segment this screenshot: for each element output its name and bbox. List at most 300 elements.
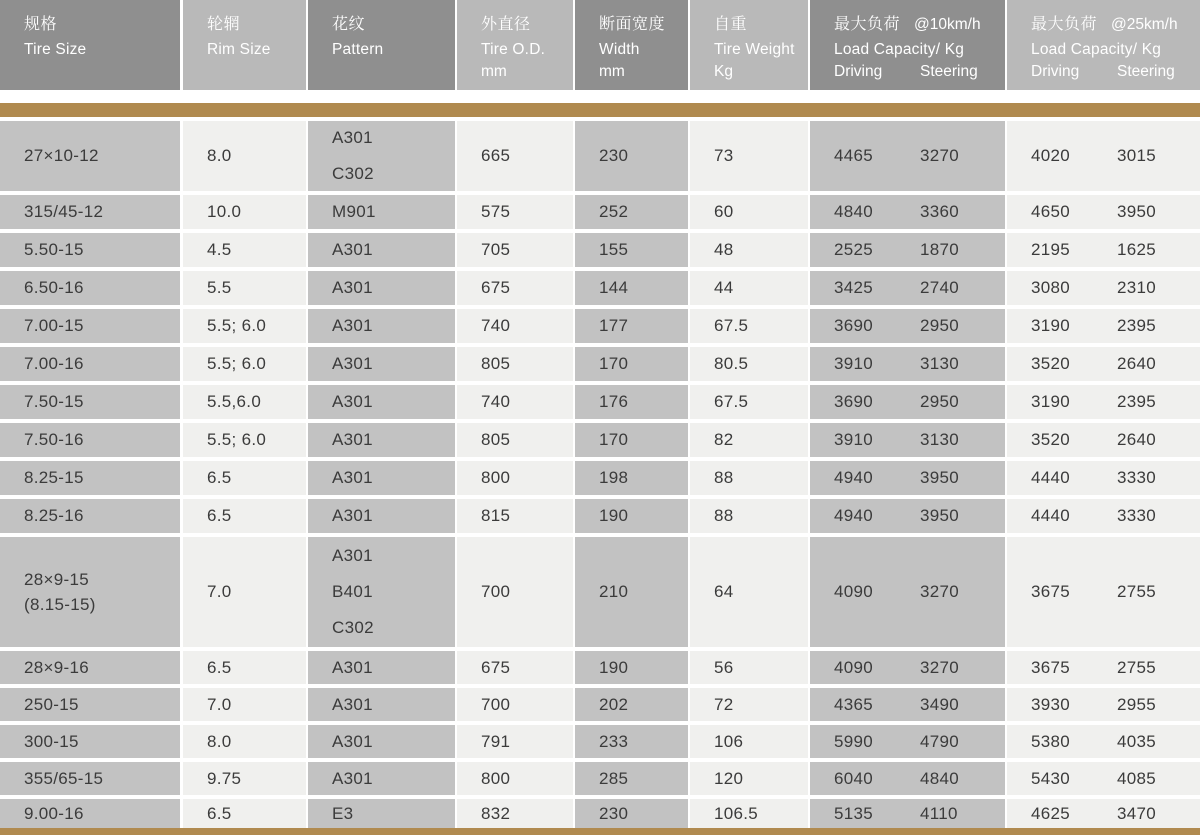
table-row <box>0 195 1200 229</box>
header-label-zh <box>481 11 573 34</box>
load-10-steering: 3270 <box>920 657 960 677</box>
width-value: 230 <box>599 146 629 165</box>
cell-width <box>575 271 688 305</box>
tire-weight-value: 80.5 <box>714 354 749 373</box>
table-row <box>0 385 1200 419</box>
rim-size-value: 5.5; 6.0 <box>207 430 267 449</box>
pattern-code: A301 <box>332 731 373 751</box>
header-zh-text: 规格 <box>24 16 58 33</box>
tire-od-value: 575 <box>481 202 511 221</box>
rim-size-value: 6.5 <box>207 506 232 525</box>
load-25-driving: 3080 <box>1031 278 1071 297</box>
load-10-steering: 3270 <box>920 582 960 601</box>
tire-od-value: 805 <box>481 430 511 449</box>
tire-od-value: 815 <box>481 506 511 525</box>
load-10-values <box>834 240 1005 260</box>
header-unit-label: mm <box>481 63 507 80</box>
table-row <box>0 762 1200 795</box>
cell-tire-od <box>457 309 573 343</box>
cell-width <box>575 121 688 191</box>
load-25-steering: 2640 <box>1117 354 1157 373</box>
cell-load-25kmh <box>1007 651 1200 684</box>
rim-size-value: 5.5 <box>207 278 232 297</box>
load-10-driving: 4365 <box>834 694 874 714</box>
cell-width <box>575 799 688 828</box>
load-10-steering: 3360 <box>920 202 960 221</box>
pattern-code: C302 <box>332 618 374 637</box>
tire-weight-value: 48 <box>714 240 734 259</box>
header-label-zh <box>24 11 180 34</box>
cell-rim-size <box>183 762 306 795</box>
tire-size-line: 8.25-16 <box>24 506 84 525</box>
cell-load-10kmh <box>810 499 1005 533</box>
tire-od-value: 740 <box>481 316 511 335</box>
tire-weight-value: 60 <box>714 202 734 221</box>
cell-pattern <box>308 461 455 495</box>
cell-load-25kmh <box>1007 309 1200 343</box>
tire-size-line: (8.15-15) <box>24 594 96 614</box>
header-label-en: Load Capacity/ Kg <box>834 41 965 58</box>
load-25-values <box>1031 354 1200 374</box>
cell-load-25kmh <box>1007 725 1200 758</box>
pattern-code: B401 <box>332 582 373 601</box>
cell-rim-size <box>183 347 306 381</box>
load-25-steering: 3330 <box>1117 506 1157 525</box>
cell-rim-size <box>183 423 306 457</box>
load-10-values <box>834 769 1005 789</box>
table-row <box>0 725 1200 758</box>
cell-tire-size <box>0 271 180 305</box>
cell-pattern <box>308 347 455 381</box>
load-10-driving: 4840 <box>834 202 874 221</box>
load-10-values <box>834 202 1005 222</box>
header-subcolumns <box>834 63 978 81</box>
tire-od-value: 700 <box>481 694 511 714</box>
load-25-driving: 3190 <box>1031 316 1071 335</box>
header-sub-driving: Driving <box>834 63 883 80</box>
load-25-values <box>1031 430 1200 450</box>
pattern-code: A301 <box>332 392 373 411</box>
table-row <box>0 651 1200 684</box>
load-25-steering: 2755 <box>1117 657 1157 677</box>
cell-width <box>575 385 688 419</box>
cell-rim-size <box>183 385 306 419</box>
load-10-driving: 4940 <box>834 468 874 487</box>
load-25-steering: 3015 <box>1117 146 1157 165</box>
cell-load-25kmh <box>1007 385 1200 419</box>
header-zh-text: 外直径 <box>481 16 531 33</box>
width-value: 170 <box>599 430 629 449</box>
tire-size-line: 28×9-16 <box>24 657 89 677</box>
load-10-steering: 3130 <box>920 430 960 449</box>
width-value: 177 <box>599 316 629 335</box>
tire-size-line: 28×9-15 <box>24 569 89 589</box>
tire-size-line: 355/65-15 <box>24 768 104 788</box>
tire-size-line: 5.50-15 <box>24 240 84 259</box>
load-25-steering: 3950 <box>1117 202 1157 221</box>
header-label-en: Tire Weight <box>714 41 795 58</box>
table-row <box>0 499 1200 533</box>
cell-load-10kmh <box>810 799 1005 828</box>
load-25-steering: 3330 <box>1117 468 1157 487</box>
load-25-values <box>1031 468 1200 488</box>
cell-load-25kmh <box>1007 762 1200 795</box>
load-25-driving: 3520 <box>1031 354 1071 373</box>
tire-size-line: 315/45-12 <box>24 202 104 221</box>
cell-width <box>575 233 688 267</box>
cell-tire-size <box>0 233 180 267</box>
load-10-steering: 1870 <box>920 240 960 259</box>
tire-weight-value: 67.5 <box>714 316 749 335</box>
cell-load-10kmh <box>810 121 1005 191</box>
tire-weight-value: 67.5 <box>714 392 749 411</box>
load-10-steering: 3950 <box>920 468 960 487</box>
cell-width <box>575 309 688 343</box>
cell-tire-weight <box>690 385 808 419</box>
cell-tire-size <box>0 688 180 721</box>
cell-tire-od <box>457 195 573 229</box>
load-25-driving: 5380 <box>1031 731 1071 751</box>
rim-size-value: 8.0 <box>207 731 232 751</box>
tire-size-line: 7.50-16 <box>24 430 84 449</box>
pattern-code: A301 <box>332 694 373 714</box>
load-25-steering: 2395 <box>1117 392 1157 411</box>
cell-tire-size <box>0 385 180 419</box>
pattern-code: A301 <box>332 546 373 565</box>
cell-load-10kmh <box>810 688 1005 721</box>
tire-od-value: 705 <box>481 240 511 259</box>
load-10-values <box>834 506 1005 526</box>
cell-pattern <box>308 423 455 457</box>
header-cell-tire-size <box>0 0 180 90</box>
cell-rim-size <box>183 688 306 721</box>
cell-pattern <box>308 651 455 684</box>
cell-pattern <box>308 499 455 533</box>
load-25-values <box>1031 278 1200 298</box>
width-value: 190 <box>599 657 629 677</box>
table-row <box>0 309 1200 343</box>
load-25-values <box>1031 240 1200 260</box>
load-10-steering: 4110 <box>920 803 958 823</box>
header-unit-label: Kg <box>714 63 733 80</box>
header-zh-text: 最大负荷 <box>834 16 901 33</box>
pattern-code: A301 <box>332 128 373 147</box>
cell-rim-size <box>183 725 306 758</box>
header-sub-steering: Steering <box>1117 63 1175 80</box>
tire-od-value: 800 <box>481 768 511 788</box>
load-10-values <box>834 316 1005 336</box>
rim-size-value: 5.5; 6.0 <box>207 354 267 373</box>
load-10-steering: 3490 <box>920 694 960 714</box>
header-cell-load-25 <box>1007 0 1200 90</box>
load-25-values <box>1031 316 1200 336</box>
load-25-driving: 5430 <box>1031 768 1071 788</box>
cell-rim-size <box>183 537 306 647</box>
header-label-zh <box>599 11 688 34</box>
rim-size-value: 10.0 <box>207 202 242 221</box>
header-cell-tire-od <box>457 0 573 90</box>
load-25-steering: 1625 <box>1117 240 1157 259</box>
cell-load-10kmh <box>810 537 1005 647</box>
header-label-en: Load Capacity/ Kg <box>1031 41 1162 58</box>
cell-load-10kmh <box>810 309 1005 343</box>
tire-od-value: 805 <box>481 354 511 373</box>
cell-tire-od <box>457 651 573 684</box>
load-25-driving: 3930 <box>1031 694 1071 714</box>
cell-tire-weight <box>690 762 808 795</box>
gold-accent-bar-top <box>0 103 1200 117</box>
cell-tire-size <box>0 762 180 795</box>
load-10-values <box>834 468 1005 488</box>
cell-pattern <box>308 762 455 795</box>
load-10-driving: 3690 <box>834 392 874 411</box>
tire-weight-value: 106.5 <box>714 803 759 823</box>
load-25-steering: 2640 <box>1117 430 1157 449</box>
load-10-steering: 2950 <box>920 316 960 335</box>
tire-size-line: 6.50-16 <box>24 278 84 297</box>
cell-tire-size <box>0 499 180 533</box>
cell-load-10kmh <box>810 651 1005 684</box>
cell-tire-size <box>0 461 180 495</box>
cell-tire-weight <box>690 347 808 381</box>
cell-tire-od <box>457 461 573 495</box>
rim-size-value: 8.0 <box>207 146 232 165</box>
load-10-values <box>834 695 1005 715</box>
cell-load-25kmh <box>1007 347 1200 381</box>
width-value: 233 <box>599 731 629 751</box>
cell-width <box>575 195 688 229</box>
load-25-values <box>1031 146 1200 166</box>
cell-rim-size <box>183 651 306 684</box>
pattern-code: A301 <box>332 316 373 335</box>
load-10-steering: 3950 <box>920 506 960 525</box>
tire-od-value: 700 <box>481 582 511 601</box>
load-10-values <box>834 658 1005 678</box>
table-row <box>0 688 1200 721</box>
load-10-values <box>834 354 1005 374</box>
width-value: 230 <box>599 803 629 823</box>
header-cell-pattern <box>308 0 455 90</box>
gold-accent-bar-bottom <box>0 828 1200 835</box>
width-value: 155 <box>599 240 629 259</box>
tire-weight-value: 73 <box>714 146 734 165</box>
cell-tire-od <box>457 799 573 828</box>
cell-load-10kmh <box>810 271 1005 305</box>
cell-load-25kmh <box>1007 688 1200 721</box>
table-header-row <box>0 0 1200 90</box>
cell-load-25kmh <box>1007 499 1200 533</box>
rim-size-value: 6.5 <box>207 657 232 677</box>
cell-pattern <box>308 195 455 229</box>
load-25-steering: 4035 <box>1117 731 1157 751</box>
cell-load-10kmh <box>810 725 1005 758</box>
width-value: 210 <box>599 582 629 601</box>
pattern-code: A301 <box>332 278 373 297</box>
load-10-values <box>834 732 1005 752</box>
header-speed-label: @25km/h <box>1111 16 1178 33</box>
tire-size-line: 300-15 <box>24 731 79 751</box>
tire-weight-value: 56 <box>714 657 734 677</box>
header-label-en: Rim Size <box>207 41 271 58</box>
tire-od-value: 832 <box>481 803 511 823</box>
table-body <box>0 121 1200 828</box>
header-zh-text: 断面宽度 <box>599 16 666 33</box>
header-zh-text: 最大负荷 <box>1031 16 1098 33</box>
cell-pattern <box>308 233 455 267</box>
cell-width <box>575 499 688 533</box>
cell-pattern <box>308 537 455 647</box>
tire-size-line: 8.25-15 <box>24 468 84 487</box>
cell-width <box>575 725 688 758</box>
tire-od-value: 675 <box>481 657 511 677</box>
cell-tire-weight <box>690 461 808 495</box>
cell-load-25kmh <box>1007 121 1200 191</box>
cell-load-25kmh <box>1007 233 1200 267</box>
cell-tire-size <box>0 725 180 758</box>
cell-tire-size <box>0 195 180 229</box>
cell-load-10kmh <box>810 233 1005 267</box>
table-row <box>0 799 1200 828</box>
width-value: 190 <box>599 506 629 525</box>
width-value: 144 <box>599 278 629 297</box>
rim-size-value: 7.0 <box>207 694 232 714</box>
cell-tire-size <box>0 537 180 647</box>
cell-width <box>575 423 688 457</box>
header-zh-text: 花纹 <box>332 16 366 33</box>
load-10-driving: 3910 <box>834 354 874 373</box>
header-label-en: Tire Size <box>24 41 87 58</box>
cell-tire-size <box>0 799 180 828</box>
header-label-zh <box>207 11 306 34</box>
cell-tire-od <box>457 385 573 419</box>
cell-tire-weight <box>690 271 808 305</box>
load-10-driving: 5990 <box>834 731 874 751</box>
cell-load-25kmh <box>1007 461 1200 495</box>
cell-load-25kmh <box>1007 423 1200 457</box>
load-25-driving: 4625 <box>1031 803 1071 823</box>
tire-weight-value: 120 <box>714 768 744 788</box>
cell-tire-weight <box>690 499 808 533</box>
rim-size-value: 7.0 <box>207 582 232 601</box>
header-sub-steering: Steering <box>920 63 978 80</box>
tire-weight-value: 88 <box>714 468 734 487</box>
load-10-driving: 4090 <box>834 657 874 677</box>
load-10-driving: 3690 <box>834 316 874 335</box>
load-25-values <box>1031 582 1200 602</box>
cell-load-25kmh <box>1007 195 1200 229</box>
cell-load-25kmh <box>1007 537 1200 647</box>
load-10-values <box>834 146 1005 166</box>
load-25-values <box>1031 804 1200 824</box>
tire-weight-value: 72 <box>714 694 734 714</box>
header-zh-text: 自重 <box>714 16 748 33</box>
header-cell-width <box>575 0 688 90</box>
cell-width <box>575 651 688 684</box>
cell-pattern <box>308 688 455 721</box>
load-25-steering: 2395 <box>1117 316 1157 335</box>
load-25-driving: 3675 <box>1031 582 1071 601</box>
width-value: 252 <box>599 202 629 221</box>
table-row <box>0 233 1200 267</box>
load-25-steering: 4085 <box>1117 768 1157 788</box>
cell-load-10kmh <box>810 195 1005 229</box>
cell-tire-od <box>457 762 573 795</box>
rim-size-value: 5.5,6.0 <box>207 392 262 411</box>
pattern-code: A301 <box>332 657 373 677</box>
load-25-values <box>1031 769 1200 789</box>
table-row <box>0 537 1200 647</box>
cell-tire-weight <box>690 799 808 828</box>
pattern-code: A301 <box>332 240 373 259</box>
cell-rim-size <box>183 499 306 533</box>
tire-weight-value: 82 <box>714 430 734 449</box>
tire-size-line: 7.00-16 <box>24 354 84 373</box>
cell-load-25kmh <box>1007 271 1200 305</box>
cell-width <box>575 461 688 495</box>
rim-size-value: 4.5 <box>207 240 232 259</box>
cell-rim-size <box>183 233 306 267</box>
tire-od-value: 800 <box>481 468 511 487</box>
header-label-zh <box>834 11 1005 34</box>
cell-tire-weight <box>690 423 808 457</box>
load-10-driving: 4940 <box>834 506 874 525</box>
cell-tire-od <box>457 121 573 191</box>
cell-tire-weight <box>690 651 808 684</box>
load-25-driving: 4650 <box>1031 202 1071 221</box>
table-row <box>0 423 1200 457</box>
load-25-driving: 3190 <box>1031 392 1071 411</box>
pattern-code: A301 <box>332 430 373 449</box>
load-10-driving: 2525 <box>834 240 874 259</box>
tire-weight-value: 64 <box>714 582 734 601</box>
cell-tire-weight <box>690 725 808 758</box>
pattern-code: A301 <box>332 354 373 373</box>
load-25-values <box>1031 506 1200 526</box>
pattern-code: A301 <box>332 768 373 788</box>
cell-tire-od <box>457 499 573 533</box>
cell-rim-size <box>183 271 306 305</box>
cell-load-10kmh <box>810 461 1005 495</box>
cell-load-10kmh <box>810 762 1005 795</box>
cell-rim-size <box>183 461 306 495</box>
rim-size-value: 6.5 <box>207 803 232 823</box>
width-value: 176 <box>599 392 629 411</box>
rim-size-value: 6.5 <box>207 468 232 487</box>
load-10-driving: 5135 <box>834 803 874 823</box>
table-row <box>0 121 1200 191</box>
tire-size-line: 7.00-15 <box>24 316 84 335</box>
header-cell-load-10 <box>810 0 1005 90</box>
pattern-code: C302 <box>332 164 374 183</box>
load-10-values <box>834 278 1005 298</box>
load-10-driving: 3425 <box>834 278 874 297</box>
pattern-code: A301 <box>332 468 373 487</box>
tire-od-value: 791 <box>481 731 511 751</box>
load-10-steering: 2950 <box>920 392 960 411</box>
load-10-driving: 6040 <box>834 768 874 788</box>
load-10-values <box>834 392 1005 412</box>
header-zh-text: 轮辋 <box>207 16 241 33</box>
header-label-zh <box>1031 11 1200 34</box>
cell-tire-weight <box>690 688 808 721</box>
rim-size-value: 5.5; 6.0 <box>207 316 267 335</box>
tire-weight-value: 88 <box>714 506 734 525</box>
load-10-values <box>834 582 1005 602</box>
cell-load-10kmh <box>810 347 1005 381</box>
header-cell-tire-weight <box>690 0 808 90</box>
cell-tire-size <box>0 309 180 343</box>
header-label-en: Tire O.D. <box>481 41 546 58</box>
